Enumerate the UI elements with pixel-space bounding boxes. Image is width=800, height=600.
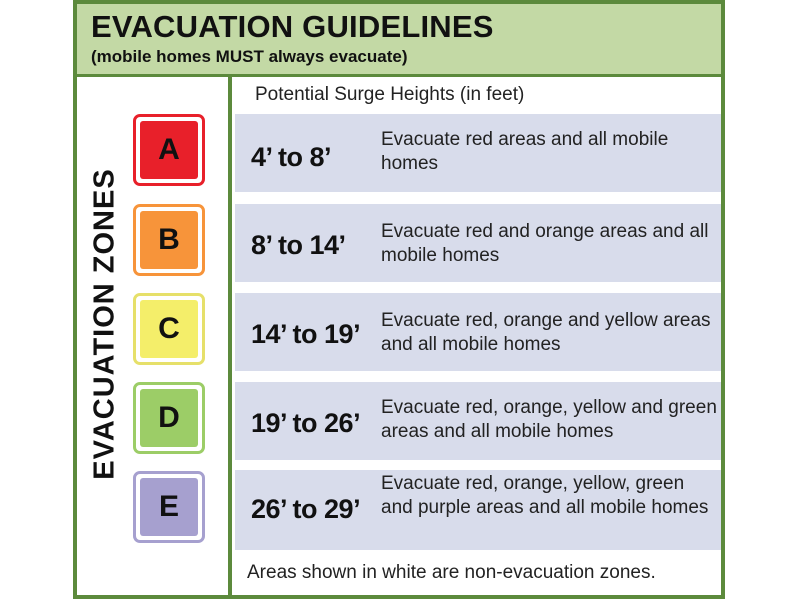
zone-letter-a: A xyxy=(140,121,198,179)
column-divider xyxy=(228,77,232,599)
evacuation-guidelines-card xyxy=(73,0,725,599)
zone-description-e: Evacuate red, orange, yellow, green and purple areas and all mobile homes xyxy=(381,473,709,518)
surge-range-c: 14’ to 19’ xyxy=(251,319,361,349)
zone-box-c xyxy=(133,293,205,365)
page-title: EVACUATION GUIDELINES xyxy=(91,9,494,44)
zone-row-c xyxy=(235,293,721,371)
zone-letter-b: B xyxy=(140,211,198,269)
surge-range-d: 19’ to 26’ xyxy=(251,408,361,438)
surge-range-e: 26’ to 29’ xyxy=(251,494,361,524)
zone-letter-e: E xyxy=(140,478,198,536)
zone-row-e xyxy=(235,470,721,550)
zone-box-d xyxy=(133,382,205,454)
zone-box-b xyxy=(133,204,205,276)
page-subtitle: (mobile homes MUST always evacuate) xyxy=(91,47,408,66)
surge-range-a: 4’ to 8’ xyxy=(251,142,332,172)
non-evacuation-note: Areas shown in white are non-evacuation zones. xyxy=(247,562,656,583)
zones-label-wrap xyxy=(83,164,127,484)
zone-letter-d: D xyxy=(140,389,198,447)
zone-description-c: Evacuate red, orange and yellow areas and all mobile homes xyxy=(381,310,711,355)
header xyxy=(77,4,721,74)
header-divider xyxy=(77,74,721,77)
zone-box-a xyxy=(133,114,205,186)
zone-description-b: Evacuate red and orange areas and all mobile homes xyxy=(381,221,709,266)
zone-row-d xyxy=(235,382,721,460)
zone-row-b xyxy=(235,204,721,282)
surge-range-b: 8’ to 14’ xyxy=(251,230,346,260)
surge-heights-heading: Potential Surge Heights (in feet) xyxy=(255,84,525,105)
evacuation-zones-label: EVACUATION ZONES xyxy=(88,168,121,480)
zone-description-a: Evacuate red areas and all mobile homes xyxy=(381,129,669,174)
zone-box-e xyxy=(133,471,205,543)
zone-row-a xyxy=(235,114,721,192)
zone-letter-c: C xyxy=(140,300,198,358)
zone-description-d: Evacuate red, orange, yellow and green areas and all mobile homes xyxy=(381,397,717,442)
